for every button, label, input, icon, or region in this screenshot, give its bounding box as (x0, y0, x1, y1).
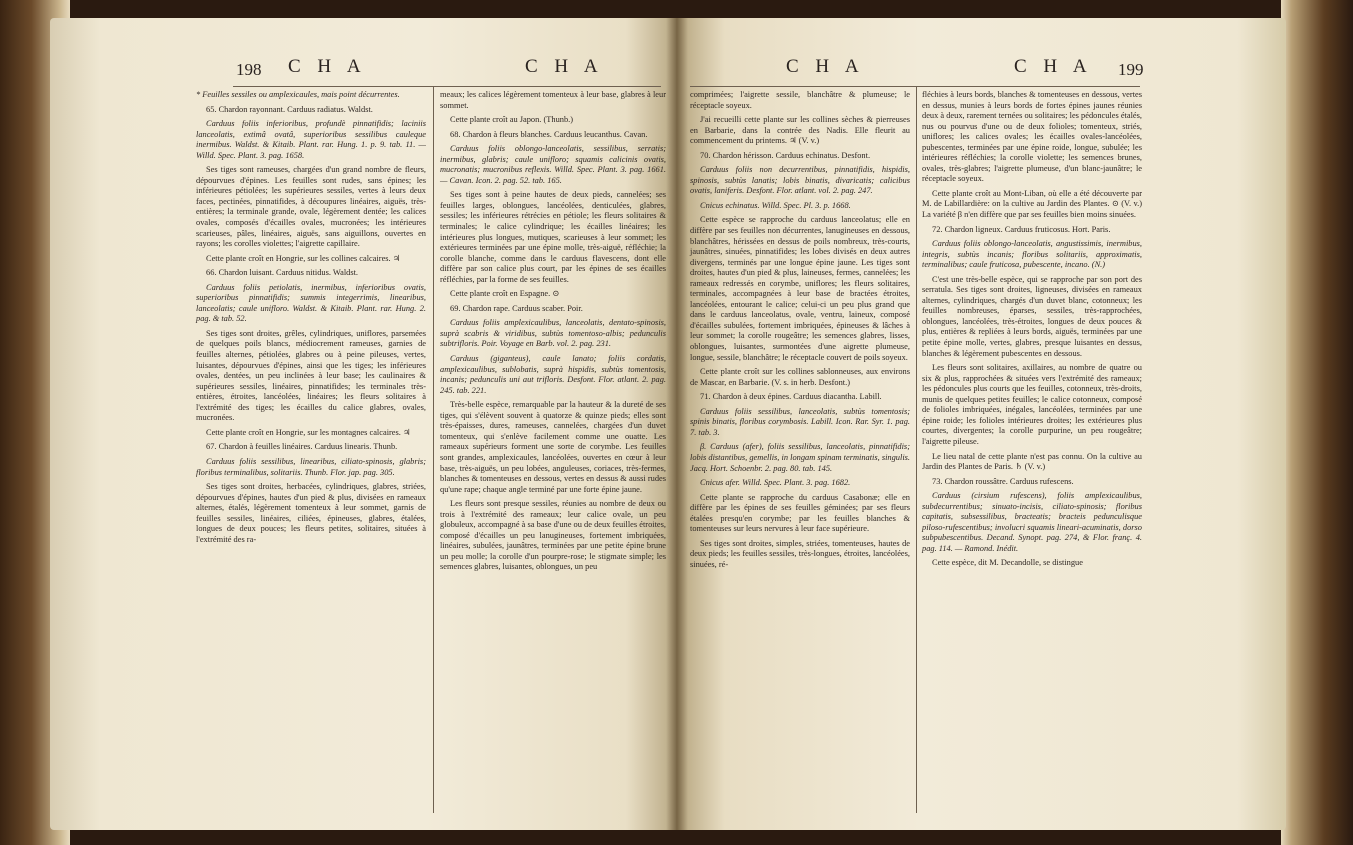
paragraph: Cette plante croît en Espagne. ⊙ (450, 289, 560, 299)
paragraph: Ses tiges sont à peine hautes de deux pieds, cannelées; ses feuilles larges, oblongues, lancéolées, denticulées, glabres, sessiles; les inférieures rétrécies en pétiole; les fleurs solitaires & terminales; le calice cylindrique; les écailles linéaires; les intérieures plus longues, mutiques, scarieuses à leur sommet; les extérieures terminées par une épine molle, très-aiguë, réfléchie; la corolle blanche, comme dans le carduus flavescens, dont elle diffère par son calice plus court, par les épines de ses écailles réfléchies, par la forme de ses feuilles. (440, 190, 666, 284)
paragraph: 68. Chardon à fleurs blanches. Carduus leucanthus. Cavan. (450, 129, 648, 139)
paragraph: Le lieu natal de cette plante n'est pas connu. On la cultive au Jardin des Plantes de Paris. ♄ (V. v.) (922, 451, 1142, 472)
paragraph: Ses tiges sont droites, herbacées, cylindriques, glabres, striées, dépourvues d'épines, hautes d'un pied & plus, divisées en rameaux alternes, étalés, légèrement tomenteux à leur sommet, garnis de feuilles sessiles, linéaires, ciliées, épineuses, glabres, étalées, longues de deux pouces; les fleurs petites, solitaires, situées à l'extrémité des ra- (196, 482, 426, 544)
paragraph: Cette plante croît au Mont-Liban, où elle a été découverte par M. de Labillardière: on la cultive au Jardin des Plantes. ⊙ (V. v.) La variété β n'en diffère que par ses feuilles bien moins sinuées. (922, 188, 1142, 220)
paragraph: Cette plante croît au Japon. (Thunb.) (450, 115, 574, 125)
left-header-left: C H A (288, 56, 367, 77)
paragraph: Carduus foliis sessilibus, linearibus, ciliato-spinosis, glabris; floribus terminalibus, solitariis. Thunb. Flor. jap. pag. 305. (196, 456, 426, 477)
paragraph: Cette plante croît sur les collines sablonneuses, aux environs de Mascar, en Barbarie. (V. s. in herb. Desfont.) (690, 367, 910, 387)
paragraph: Carduus foliis oblongo-lanceolatis, sessilibus, serratis; inermibus, glabris; caule unifloro; squamis calicinis ovatis, mucronatis; mucronibus reflexis. Willd. Spec. Plant. 3. pag. 1661. — Cavan. Icon. 2. pag. 52. tab. 165. (440, 144, 666, 185)
paragraph: Ses tiges sont droites, simples, striées, tomenteuses, hautes de deux pieds; les feuilles sessiles, très-longues, étroites, lancéolées, sinuées, ré- (690, 538, 910, 569)
paragraph: Cette espèce, dit M. Decandolle, se distingue (932, 558, 1083, 568)
paragraph: Cette plante croît en Hongrie, sur les collines calcaires. ♃ (206, 253, 401, 263)
left-header-rule (233, 86, 661, 87)
paragraph: Les fleurs sont presque sessiles, réunies au nombre de deux ou trois à l'extrémité des rameaux; leur calice ovale, un peu globuleux, accompagné à sa base d'une ou de deux feuilles étroites, composé d'écailles un peu lanugineuses, fortement imbriquées, linéaires, subulées, jaunâtres, terminées par une petite épine brune un peu molle; la corolle d'un pourpre-rose; le stigmate simple; les semences glabres, luisantes, oblongues, un peu (440, 499, 666, 572)
paragraph: Carduus foliis inferioribus, profundè pinnatifidis; laciniis lanceolatis, extimâ ovatâ, superioribus sessilibus cauleque inermibus. Waldst. & Kitaib. Plant. rar. Hung. 1. p. 9. tab. 11. — Willd. Spec. Plant. 3. pag. 1658. (196, 119, 426, 160)
paragraph: Carduus foliis petiolatis, inermibus, inferioribus ovatis, superioribus pinnatifidis; summis integerrimis, linearibus, lanceolatis; caule unifloro. Waldst. & Kitaib. Plant. rar. Hung. 2. pag. & tab. 52. (196, 282, 426, 324)
paragraph: Carduus foliis oblongo-lanceolatis, angustissimis, inermibus, integris, subtùs incanis; floribus solitariis, approximatis, terminalibus; caule fruticosa, pubescente, incano. (N.) (922, 239, 1142, 270)
paragraph: Carduus (giganteus), caule lanato; foliis cordatis, amplexicaulibus, sublobatis, suprà hispidis, subtùs tomentosis, incanis; pedunculis uni aut trifloris. Desfont. Flor. atlant. 2. pag. 245. tab. 221. (440, 354, 666, 395)
paragraph: 67. Chardon à feuilles linéaires. Carduus linearis. Thunb. (206, 442, 398, 452)
paragraph: fléchies à leurs bords, blanches & tomenteuses en dessous, vertes en dessus, munies à leurs bords de fortes épines jaunes réunies deux à deux, rarement ternées ou solitaires; les pédoncules étalés, nus ou pourvus d'une ou de deux folioles; tomenteux, striés, uniflores; les calices ovales; les écailles ovales-lancéolées, pubescentes, terminées par une épine roide, longue, subulée; les intérieures réfléchies; la corolle violette; les semences brunes, ovales, très-glabres; l'aigrette plumeuse, d'un blanc-jaunâtre; le réceptacle soyeux. (922, 90, 1142, 184)
paragraph: 70. Chardon hérisson. Carduus echinatus. Desfont. (700, 150, 871, 160)
paragraph: 72. Chardon ligneux. Carduus fruticosus. Hort. Paris. (932, 224, 1111, 234)
right-header-right: C H A (1014, 56, 1093, 77)
paragraph: Cette plante se rapproche du carduus Casabonæ; elle en diffère par les épines de ses feuilles géminées; par ses fleurs étalées presqu'en corymbe; par les feuilles blanches & tomenteuses sur leurs nervures à leur face supérieure. (690, 492, 910, 534)
right-page-number: 199 (1118, 60, 1144, 79)
paragraph: J'ai recueilli cette plante sur les collines sèches & pierreuses en Barbarie, dans la contrée des Nadis. Elle fleurit au commencement du printems. ♃ (V. v.) (690, 115, 910, 146)
right-header-rule (690, 86, 1140, 87)
left-column-rule (433, 87, 434, 813)
right-page-column-1 (690, 90, 910, 574)
paragraph: Cette plante croît en Hongrie, sur les montagnes calcaires. ♃ (206, 427, 411, 437)
left-page-column-2 (440, 90, 666, 577)
paragraph: 71. Chardon à deux épines. Carduus diacantha. Labill. (700, 392, 882, 402)
paragraph: Cnicus afer. Willd. Spec. Plant. 3. pag. 1682. (700, 478, 851, 488)
right-header-left: C H A (786, 56, 865, 77)
paragraph: 73. Chardon roussâtre. Carduus rufescens. (932, 476, 1074, 486)
book-edge-right (1281, 0, 1353, 845)
left-page-number: 198 (236, 60, 262, 79)
paragraph: comprimées; l'aigrette sessile, blanchâtre & plumeuse; le réceptacle soyeux. (690, 90, 910, 110)
paragraph: Carduus foliis sessilibus, lanceolatis, subtùs tomentosis; spinis binatis, floribus corymbosis. Labill. Icon. Rar. Syr. 1. pag. 7. tab. 3. (690, 406, 910, 437)
paragraph: Carduus (cirsium rufescens), foliis amplexicaulibus, subdecurrentibus; sinuato-incisis, ciliato-spinosis; floribus capitatis, subsessilibus, bracteatis; bracteis pedunculisque piloso-rufescentibus; involucri squamis lineari-acuminatis, dorso subpubescentibus. Decand. Synopt. pag. 274, & Flor. franç. 4. pag. 114. — Ramond. Inédit. (922, 491, 1142, 553)
paragraph: 65. Chardon rayonnant. Carduus radiatus. Waldst. (206, 104, 373, 114)
paragraph: Cette espèce se rapproche du carduus lanceolatus; elle en diffère par ses feuilles non décurrentes, lanugineuses en dessous, blanchâtres, hérissées en dessus de poils nombreux, très-courts, jaunâtres, sinuées, pinnatifides; les lobes divisés en deux autres divergens, terminés par une longue épine jaune. Les tiges sont droites, hautes d'un pied & plus, laineuses, fermes, cannelées; les rameaux redressés en corymbe, uniflores; les fleurs solitaires, terminales, accompagnées à leur base de bractées étroites, lancéolées, entourant le calice; celui-ci un peu plus grand que dans le carduus lanceolatus, ovale, ventru, laineux, composé d'écailles subulées, fortement imbriquées, épineuses & lâches à leur sommet; la corolle rougeâtre; les semences glabres, lisses, oblongues, luisantes, surmontées d'une aigrette plumeuse, longue, sessile, blanchâtre; le réceptacle couvert de poils soyeux. (690, 215, 910, 362)
book-gutter (666, 18, 688, 830)
paragraph: Carduus foliis non decurrentibus, pinnatifidis, hispidis, spinosis, subtùs lanatis; lobis binatis, divaricatis; calicibus ovatis, laniferis. Desfont. Flor. atlant. vol. 2. pag. 247. (690, 165, 910, 196)
paragraph: Cnicus echinatus. Willd. Spec. Pl. 3. p. 1668. (700, 200, 851, 210)
paragraph: β. Carduus (afer), foliis sessilibus, lanceolatis, pinnatifidis; lobis distantibus, gemellis, in longam spinam terminatis, singulis. Jacq. Hort. Schoenbr. 2. pag. 80. tab. 145. (690, 442, 910, 473)
paragraph: Très-belle espèce, remarquable par la hauteur & la dureté de ses tiges, qui s'élèvent souvent à quatorze & quinze pieds; elles sont très-épaisses, dures, rameuses, cannelées, chargées d'un duvet tomenteux, qui s'enlève facilement comme une ouatte. Les rameaux supérieurs forment une sorte de corymbe. Les feuilles sont grandes, amplexicaules, lancéolées, ouvertes en cœur à leur base, très-aiguës, un peu lobées, anguleuses, coriaces, très-fermes, blanches & tomenteuses en dessous, vertes en dessus & aussi rudes qu'une rape; chaque angle terminé par une forte épine jaune. (440, 400, 666, 494)
right-column-rule (916, 87, 917, 813)
left-header-right: C H A (525, 56, 604, 77)
paragraph: C'est une très-belle espèce, qui se rapproche par son port des serratula. Ses tiges sont droites, ligneuses, divisées en rameaux alternes, cylindriques, chargés d'un duvet blanc, cotonneux; les feuilles nombreuses, éparses, sessiles, très-rapprochées, oblongues, lancéolées, très-étroites, longues de deux pouces & plus, entières & repliées à leurs bords, aiguës, terminées par une petite épine molle, vertes, glabres, presque luisantes en dessus, blanches & légèrement pubescentes en dessous. (922, 274, 1142, 358)
paragraph: 66. Chardon luisant. Carduus nitidus. Waldst. (206, 268, 359, 278)
left-page-column-1 (196, 90, 426, 549)
paragraph: Carduus foliis amplexicaulibus, lanceolatis, dentato-spinosis, suprà scabris & viridibus, subtùs tomentoso-albis; pedunculis subtrifloris. Poir. Voyage en Barb. vol. 2. pag. 231. (440, 318, 666, 349)
paragraph: * Feuilles sessiles ou amplexicaules, mais point décurrentes. (196, 90, 400, 99)
paragraph: Les fleurs sont solitaires, axillaires, au nombre de quatre ou six & plus, rapprochées & situées vers l'extrémité des rameaux; les pédoncules plus courts que les feuilles, cotonneux, très-droits, munis de quelques petites feuilles; le calice cotonneux, composé de folioles imbriquées, inégales, lancéolées, terminées par une épine roide; les folioles intérieures droites; les extérieures plus courtes, divergentes; la corolle purpurine, un peu rougeâtre; l'aigrette pileuse. (922, 363, 1142, 446)
right-page-column-2 (922, 90, 1142, 573)
paragraph: 69. Chardon rape. Carduus scaber. Poir. (450, 303, 583, 313)
paragraph: meaux; les calices légèrement tomenteux à leur base, glabres à leur sommet. (440, 90, 666, 110)
paragraph: Ses tiges sont rameuses, chargées d'un grand nombre de fleurs, dépourvues d'épines. Les feuilles sont rudes, sans épines; les inférieures pétiolées; les supérieures sessiles, vertes à leurs deux faces, pectinées, pinnatifides, à découpures linéaires, aiguës, très-entières; la terminale grande, ovale, légèrement dentée; les calices ovales, composés d'écailles ovales, mucronées; les intérieures scarieuses, pâles, linéaires, aiguës, sans aiguillons, ouvertes en rayons; les corolles violettes; l'aigrette capillaire. (196, 165, 426, 249)
paragraph: Ses tiges sont droites, grêles, cylindriques, uniflores, parsemées de quelques poils blancs, médiocrement rameuses, garnies de feuilles alternes, pétiolées, glabres ou à peine pileuses, vertes, luisantes, dépourvues d'épines, ainsi que les tiges; les inférieures ovales, dentées, un peu inclinées à leur base; les caulinaires & supérieures sessiles, linéaires, pinnatifides; les terminales très-entières, étroites, lancéolées, linéaires; les fleurs solitaires à l'extrémité des tiges; les écailles du calice glabres, ovales, mucronées. (196, 328, 426, 423)
